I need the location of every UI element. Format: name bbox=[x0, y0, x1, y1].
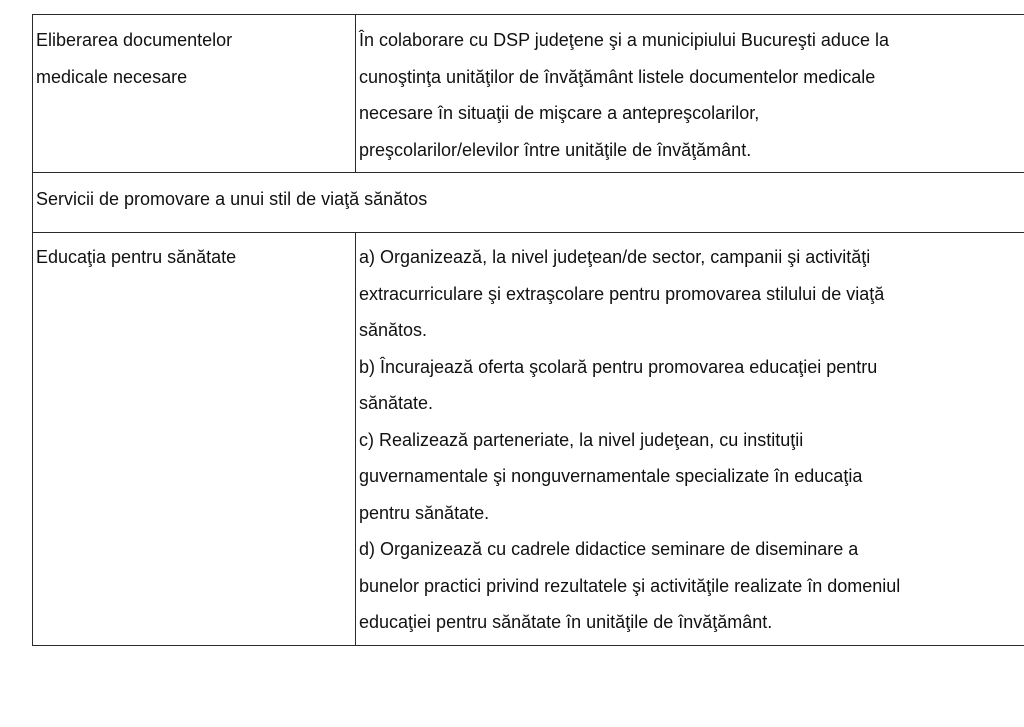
description-line: pentru sănătate. bbox=[359, 502, 490, 523]
service-description-cell bbox=[356, 233, 1024, 646]
description-line: necesare în situaţii de mişcare a antepreşcolarilor, bbox=[359, 103, 760, 123]
service-label-cell bbox=[33, 15, 356, 173]
description-line: preşcolarilor/elevilor între unităţile de învăţământ. bbox=[359, 139, 752, 160]
description-line: guvernamentale şi nonguvernamentale specializate în educaţia bbox=[359, 466, 863, 486]
description-line: cunoştinţa unităţilor de învăţământ listele documentelor medicale bbox=[359, 66, 876, 87]
section-header-row bbox=[33, 173, 1024, 233]
description-line: a) Organizează, la nivel judeţean/de sector, campanii şi activităţi bbox=[359, 247, 871, 267]
description-line: extracurriculare şi extraşcolare pentru promovarea stilului de viaţă bbox=[359, 283, 885, 304]
service-label-line: Educaţia pentru sănătate bbox=[36, 247, 237, 267]
description-line: sănătate. bbox=[359, 393, 434, 413]
description-line: În colaborare cu DSP judeţene şi a municipiului Bucureşti aduce la bbox=[359, 30, 889, 50]
description-line: d) Organizează cu cadrele didactice seminare de diseminare a bbox=[359, 539, 859, 559]
section-header-text: Servicii de promovare a unui stil de viaţă sănătos bbox=[36, 189, 428, 209]
service-description-cell bbox=[356, 15, 1024, 173]
table-row bbox=[33, 233, 1024, 646]
services-table bbox=[32, 14, 1024, 646]
table-row bbox=[33, 15, 1024, 173]
service-label-line: Eliberarea documentelor bbox=[36, 30, 233, 50]
description-line: b) Încurajează oferta şcolară pentru promovarea educaţiei pentru bbox=[359, 356, 878, 377]
description-line: sănătos. bbox=[359, 320, 428, 340]
description-line: bunelor practici privind rezultatele şi activităţile realizate în domeniul bbox=[359, 575, 901, 596]
description-line: educaţiei pentru sănătate în unităţile de învăţământ. bbox=[359, 612, 773, 632]
description-line: c) Realizează parteneriate, la nivel judeţean, cu instituţii bbox=[359, 429, 804, 450]
service-label-cell bbox=[33, 233, 356, 646]
service-label-line: medicale necesare bbox=[36, 66, 188, 87]
section-header-cell bbox=[33, 173, 1024, 233]
